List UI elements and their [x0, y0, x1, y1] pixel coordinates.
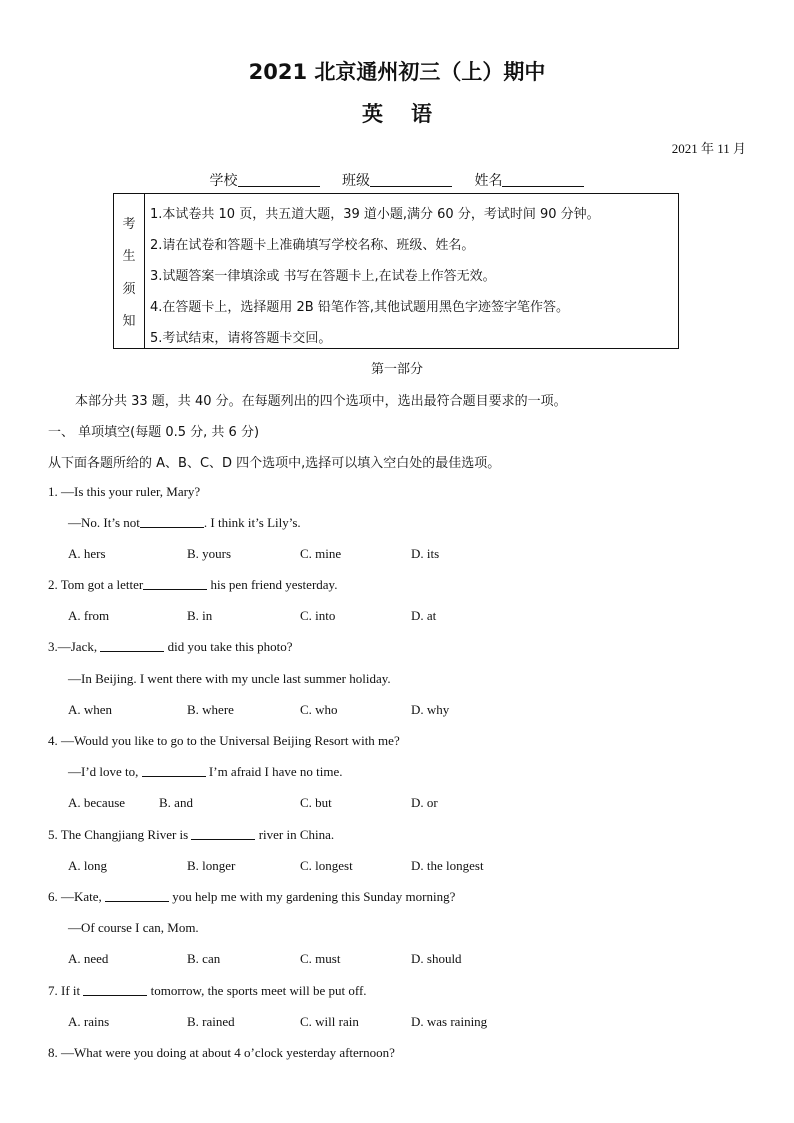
question-1-answer-line	[68, 515, 301, 531]
class-field	[342, 170, 452, 190]
question-text: 5. The Changjiang River is	[48, 827, 192, 842]
question-text: 7. If it	[48, 983, 84, 998]
option-b[interactable]: B. longer	[187, 858, 236, 873]
option-a[interactable]: A. need	[68, 951, 109, 966]
option-c[interactable]: C. will rain	[300, 1014, 359, 1029]
question-3-answer-line	[68, 671, 391, 687]
answer-text: . I think it’s Lily’s.	[203, 515, 301, 530]
option-a[interactable]: A. rains	[68, 1014, 110, 1029]
option-d[interactable]: D. should	[411, 951, 462, 966]
question-text: 8. —What were you doing at about 4 o’clock yesterday afternoon?	[48, 1045, 395, 1060]
answer-text: —Of course I can, Mom.	[68, 920, 199, 935]
question-8	[48, 1045, 395, 1061]
question-3	[48, 639, 293, 655]
question-1	[48, 484, 200, 500]
option-a[interactable]: A. because	[68, 795, 126, 810]
question-text: 4. —Would you like to go to the Universal Beijing Resort with me?	[48, 733, 400, 748]
school-blank[interactable]	[238, 172, 320, 187]
notice-items	[150, 194, 674, 348]
exam-notice-box	[113, 193, 679, 349]
class-blank[interactable]	[370, 172, 452, 187]
notice-heading-char: 生	[122, 249, 136, 265]
page-title: 2021 北京通州初三（上）期中	[248, 60, 546, 84]
question-text: 2. Tom got a letter	[48, 577, 144, 592]
answer-text: —I’d love to,	[68, 764, 142, 779]
question-6	[48, 889, 455, 905]
answer-text: —In Beijing. I went there with my uncle last summer holiday.	[68, 671, 391, 686]
option-b[interactable]: B. can	[187, 951, 221, 966]
student-info-row	[0, 170, 794, 190]
notice-item: 2.请在试卷和答题卡上准确填写学校名称、班级、姓名。	[150, 238, 475, 253]
notice-heading-char: 知	[122, 314, 136, 330]
option-a[interactable]: A. hers	[68, 546, 106, 561]
option-c[interactable]: C. longest	[300, 858, 353, 873]
part-title: 第一部分	[370, 362, 423, 377]
option-b[interactable]: B. where	[187, 702, 234, 717]
answer-blank[interactable]	[83, 983, 147, 996]
notice-heading	[114, 194, 145, 348]
question-4	[48, 733, 400, 749]
option-d[interactable]: D. at	[411, 608, 437, 623]
class-label: 班级	[342, 173, 370, 189]
option-b[interactable]: B. in	[187, 608, 213, 623]
option-b[interactable]: B. yours	[187, 546, 232, 561]
school-label: 学校	[209, 173, 238, 189]
answer-blank[interactable]	[191, 827, 255, 840]
question-text: tomorrow, the sports meet will be put off.	[147, 983, 367, 998]
option-c[interactable]: C. into	[300, 608, 336, 623]
question-text: did you take this photo?	[164, 639, 293, 654]
option-a[interactable]: A. from	[68, 608, 110, 623]
option-d[interactable]: D. or	[411, 795, 438, 810]
answer-text: I’m afraid I have no time.	[205, 764, 343, 779]
question-6-answer-line	[68, 920, 199, 936]
answer-blank[interactable]	[105, 889, 169, 902]
option-a[interactable]: A. when	[68, 702, 113, 717]
question-7	[48, 983, 367, 999]
question-4-answer-line	[68, 764, 342, 780]
notice-item: 4.在答题卡上，选择题用 2B 铅笔作答,其他试题用黑色字迹签字笔作答。	[150, 300, 569, 315]
name-blank[interactable]	[502, 172, 584, 187]
part-intro: 本部分共 33 题，共 40 分。在每题列出的四个选项中，选出最符合题目要求的一项。	[75, 394, 567, 409]
name-field	[474, 170, 584, 190]
notice-heading-char: 须	[122, 281, 136, 297]
name-label: 姓名	[474, 173, 503, 189]
school-field	[210, 170, 320, 190]
question-text: river in China.	[255, 827, 335, 842]
question-text: his pen friend yesterday.	[207, 577, 338, 592]
question-text: 1. —Is this your ruler, Mary?	[48, 484, 201, 499]
answer-blank[interactable]	[143, 577, 207, 590]
question-2	[48, 577, 337, 593]
section-instruction: 从下面各题所给的 A、B、C、D 四个选项中,选择可以填入空白处的最佳选项。	[48, 456, 501, 471]
option-d[interactable]: D. its	[411, 546, 440, 561]
question-text: 3.—Jack,	[48, 639, 101, 654]
option-c[interactable]: C. mine	[300, 546, 342, 561]
subject-title: 英语	[362, 102, 460, 126]
option-c[interactable]: C. who	[300, 702, 338, 717]
section-heading: 一、 单项填空(每题 0.5 分, 共 6 分)	[48, 425, 260, 440]
answer-blank[interactable]	[140, 515, 204, 528]
option-b[interactable]: B. and	[159, 795, 193, 810]
exam-date: 2021 年 11 月	[671, 141, 746, 156]
question-5	[48, 827, 334, 843]
option-b[interactable]: B. rained	[187, 1014, 235, 1029]
notice-item: 1.本试卷共 10 页，共五道大题，39 道小题,满分 60 分，考试时间 90 分钟。	[150, 207, 600, 222]
answer-text: —No. It’s not	[68, 515, 140, 530]
notice-item: 5.考试结束，请将答题卡交回。	[150, 331, 332, 346]
option-a[interactable]: A. long	[68, 858, 107, 873]
question-text: 6. —Kate,	[48, 889, 106, 904]
notice-heading-char: 考	[122, 216, 136, 232]
option-d[interactable]: D. the longest	[411, 858, 484, 873]
answer-blank[interactable]	[100, 639, 164, 652]
option-c[interactable]: C. but	[300, 795, 332, 810]
option-d[interactable]: D. why	[411, 702, 450, 717]
answer-blank[interactable]	[142, 764, 206, 777]
option-c[interactable]: C. must	[300, 951, 341, 966]
option-d[interactable]: D. was raining	[411, 1014, 488, 1029]
notice-item: 3.试题答案一律填涂或 书写在答题卡上,在试卷上作答无效。	[150, 269, 496, 284]
question-text: you help me with my gardening this Sunday morning?	[169, 889, 456, 904]
